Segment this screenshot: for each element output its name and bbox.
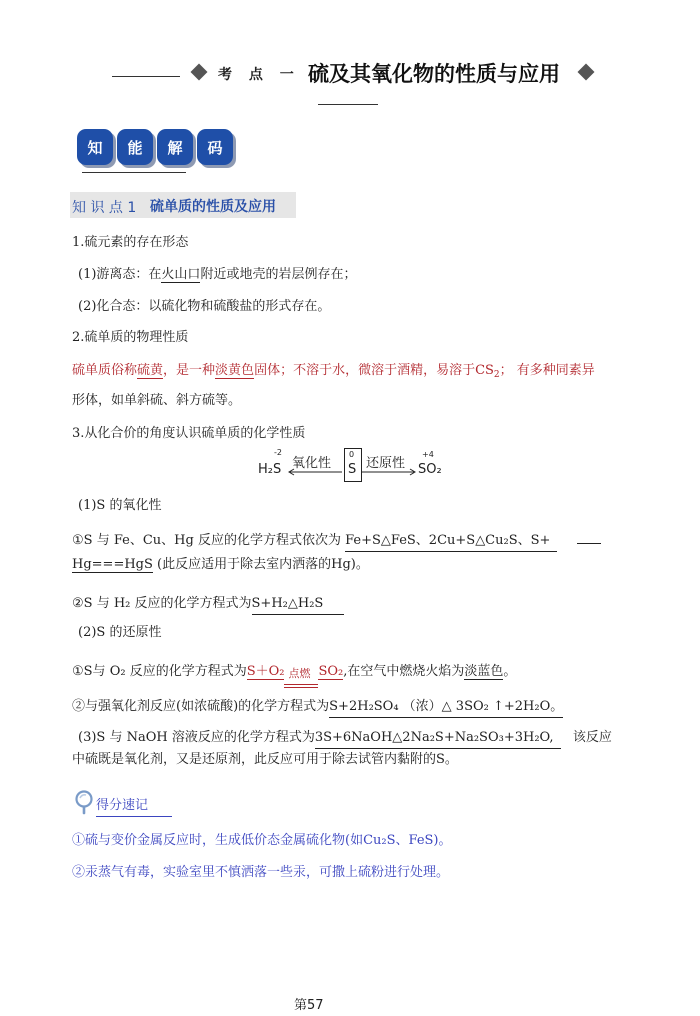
- section-2-heading: 2.硫单质的物理性质: [72, 330, 189, 345]
- so2-label: SO₂: [418, 462, 442, 477]
- oxidizing-heading: (1)S 的氧化性: [78, 498, 162, 513]
- section-2-line-2: 形体，如单斜硫、斜方硫等。: [72, 393, 242, 408]
- equation-5: (3)S 与 NaOH 溶液反应的化学方程式为3S+6NaOH△2Na₂S+Na₂SO₃+3H₂O, 该反应: [78, 728, 612, 749]
- s-charge: 0: [349, 450, 355, 459]
- section-3-heading: 3.从化合价的角度认识硫单质的化学性质: [72, 426, 306, 441]
- equation-1-line-2: Hg===HgS (此反应适用于除去室内洒落的Hg)。: [72, 557, 369, 572]
- arrow-left-icon: [286, 468, 342, 476]
- h2s-charge: -2: [274, 448, 282, 457]
- tile-ma: 码: [197, 129, 233, 165]
- section-1-heading: 1.硫元素的存在形态: [72, 235, 189, 250]
- page-title: 硫及其氧化物的性质与应用: [308, 62, 560, 86]
- reducing-label: 还原性: [366, 456, 406, 471]
- section-1-item-1: (1)游离态：在火山口附近或地壳的岩层例存在；: [78, 267, 357, 282]
- tile-zhi: 知: [77, 129, 113, 165]
- h2s-label: H₂S: [258, 462, 282, 477]
- tile-neng: 能: [117, 129, 153, 165]
- equation-1: ①S 与 Fe、Cu、Hg 反应的化学方程式依次为 Fe+S△FeS、2Cu+S△Cu₂S、S+: [72, 531, 601, 552]
- note-1: ①硫与变价金属反应时，生成低价态金属硫化物(如Cu₂S、FeS)。: [72, 833, 452, 848]
- knowledge-point-label: 知 识 点 1: [72, 200, 137, 216]
- so2-charge: +4: [422, 450, 434, 459]
- reducing-heading: (2)S 的还原性: [78, 625, 162, 640]
- page-number: 第57: [294, 998, 324, 1013]
- oxidizing-label: 氧化性: [292, 456, 332, 471]
- note-2: ②汞蒸气有毒，实验室里不慎洒落一些汞，可撒上硫粉进行处理。: [72, 865, 450, 880]
- notes-title: 得分速记: [96, 796, 172, 817]
- section-1-item-2: (2)化合态：以硫化物和硫酸盐的形式存在。: [78, 299, 331, 314]
- equation-2: ②S 与 H₂ 反应的化学方程式为S+H₂△H₂S: [72, 594, 344, 615]
- equation-3: ①S与 O₂ 反应的化学方程式为S＋O₂ 点燃 SO₂,在空气中燃烧火焰为淡蓝色。: [72, 662, 516, 682]
- diamond-icon: [578, 64, 595, 81]
- tile-jie: 解: [157, 129, 193, 165]
- tiles-underline: [82, 172, 186, 173]
- equation-5-line-2: 中硫既是氧化剂，又是还原剂，此反应可用于除去试管内黏附的S。: [72, 752, 458, 767]
- header-rule-below: [318, 104, 378, 105]
- s-label: S: [348, 462, 357, 477]
- diamond-icon: [191, 64, 208, 81]
- arrow-right-icon: [362, 468, 418, 476]
- valence-diagram: [252, 448, 452, 486]
- magnifier-icon: [74, 789, 96, 815]
- header-small-label: 考 点 一: [218, 67, 300, 83]
- header-rule-left: [112, 76, 180, 77]
- section-2-line-1: 硫单质俗称硫黄，是一种淡黄色固体；不溶于水，微溶于酒精，易溶于$CS_2$； 有多种同素异: [72, 363, 595, 380]
- knowledge-point-title: 硫单质的性质及应用: [150, 199, 276, 215]
- equation-4: ②与强氧化剂反应(如浓硫酸)的化学方程式为S+2H₂SO₄ （浓）△ 3SO₂ ↑+2H₂O。: [72, 697, 563, 718]
